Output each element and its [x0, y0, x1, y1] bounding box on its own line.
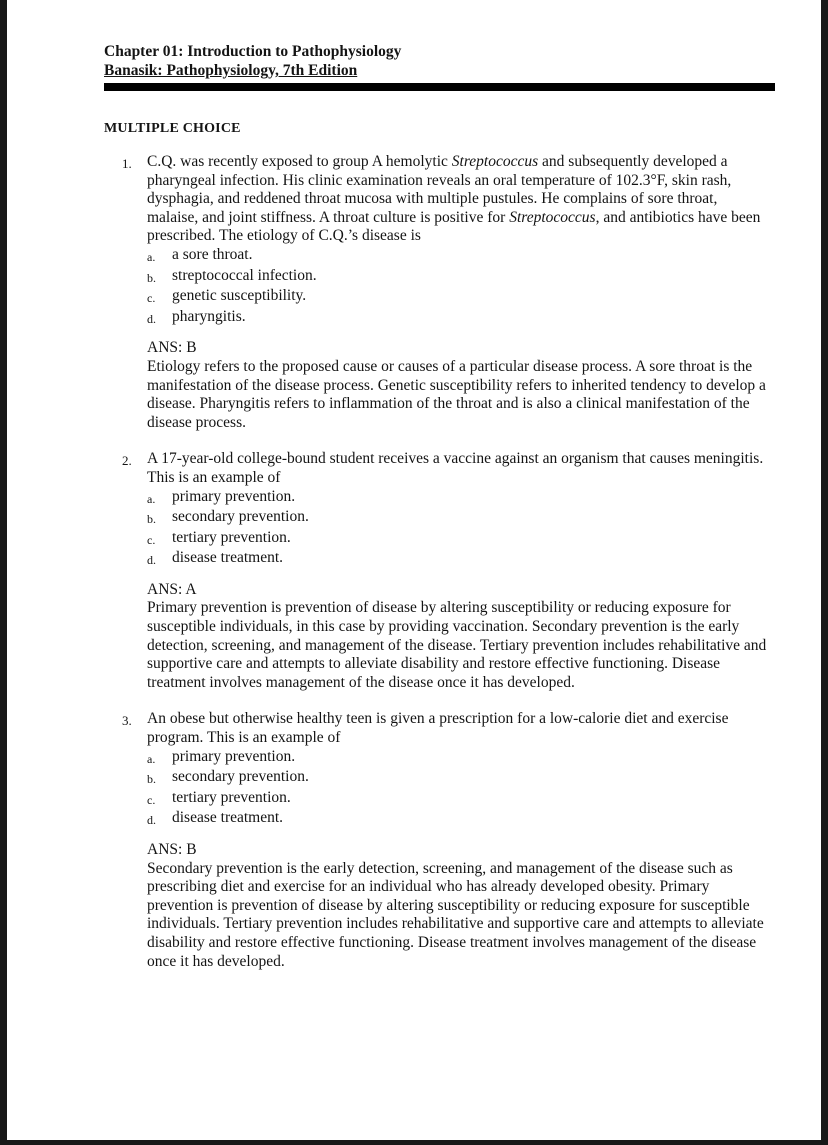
answer-rationale: Secondary prevention is the early detection, screening, and management of the disease such as prescribing diet and exercise for an individual who has already developed obesity. Primary prevention is prevention of disease by altering susceptibility or reducing exposure for susceptible individuals. Tertiary prevention includes rehabilitative and supportive care and attempts to alleviate disability and restore effective functioning. Disease treatment involves management of the disease once it has developed. [147, 859, 764, 970]
option-text: streptococcal infection. [172, 266, 317, 284]
stem-text-segment: and subsequently developed a pharyngeal infection. His clinic examination reveals an oral temperature of 102.3°F, skin rash, dysphagia, and reddened throat mucosa with multiple pustules. He complains of sore throat, malaise, and joint stiffness. A throat culture is positive for [147, 153, 732, 226]
option-letter: b. [147, 512, 156, 527]
option-list [147, 748, 770, 830]
answer-rationale: Primary prevention is prevention of disease by altering susceptibility or reducing exposure for susceptible individuals, in this case by providing vaccination. Secondary prevention is the early detection, screening, and management of the disease. Tertiary prevention includes rehabilitative and supportive care and attempts to alleviate disability and restore effective functioning. Disease treatment involves management of the disease once it has developed. [147, 599, 767, 691]
option-list [147, 488, 770, 570]
stem-text-segment: A 17-year-old college-bound student receives a vaccine against an organism that causes meningitis. This is an example of [147, 450, 764, 486]
answer-option [147, 508, 770, 529]
document-header [104, 42, 775, 91]
option-text: disease treatment. [172, 809, 284, 827]
option-letter: d. [147, 813, 156, 828]
option-text: secondary prevention. [172, 768, 309, 786]
question-number: 1. [122, 156, 132, 171]
option-text: disease treatment. [172, 549, 284, 567]
answer-option [147, 768, 770, 789]
question-body [147, 153, 770, 432]
answer-label: ANS: B [147, 841, 197, 858]
section-heading: MULTIPLE CHOICE [104, 121, 241, 136]
answer-option [147, 308, 770, 329]
option-text: a sore throat. [172, 245, 253, 263]
stem-italic-segment: Streptococcus [451, 153, 539, 170]
question-item [104, 710, 775, 971]
answer-option [147, 748, 770, 769]
question-number: 2. [122, 453, 132, 469]
question-stem [147, 153, 770, 246]
option-text: primary prevention. [172, 487, 296, 505]
answer-option [147, 789, 770, 810]
option-text: genetic susceptibility. [172, 287, 307, 305]
option-text: secondary prevention. [172, 508, 309, 526]
option-letter: d. [147, 553, 156, 568]
question-item [104, 153, 775, 432]
option-text: primary prevention. [172, 747, 296, 765]
option-letter: d. [147, 311, 156, 326]
chapter-title: Chapter 01: Introduction to Pathophysiology [104, 43, 402, 60]
question-item [104, 450, 775, 692]
stem-italic-segment: Streptococcus [509, 208, 596, 226]
option-letter: a. [147, 751, 156, 766]
document-page [7, 0, 821, 1140]
header-rule [104, 83, 775, 91]
option-text: tertiary prevention. [172, 788, 291, 806]
question-stem [147, 710, 770, 747]
option-list [147, 246, 770, 328]
book-title: Banasik: Pathophysiology, 7th Edition [104, 62, 358, 79]
stem-text-segment: An obese but otherwise healthy teen is given a prescription for a low-calorie diet and exercise program. This is an example of [147, 710, 729, 747]
stem-text-segment: C.Q. was recently exposed to group A hemolytic [147, 153, 452, 170]
answer-option [147, 287, 770, 308]
option-letter: c. [147, 291, 156, 306]
answer-option [147, 529, 770, 550]
answer-option [147, 267, 770, 288]
question-stem [147, 450, 770, 487]
answer-rationale: Etiology refers to the proposed cause or causes of a particular disease process. A sore throat is the manifestation of the disease process. Genetic susceptibility refers to inherited tendency to develop a disease. Pharyngitis refers to inflammation of the throat and is also a clinical manifestation of the disease process. [147, 357, 766, 431]
answer-option [147, 246, 770, 267]
question-number: 3. [122, 713, 132, 729]
answer-label: ANS: B [147, 339, 197, 357]
option-letter: a. [147, 491, 156, 506]
answer-option [147, 549, 770, 570]
option-letter: b. [147, 270, 156, 285]
answer-option [147, 488, 770, 509]
stem-text-segment: , and antibiotics have been prescribed. The etiology of C.Q.’s disease is [147, 208, 761, 245]
option-letter: a. [147, 249, 156, 264]
answer-option [147, 809, 770, 830]
question-list [104, 153, 775, 971]
option-letter: c. [147, 792, 156, 807]
answer-label: ANS: A [147, 580, 197, 598]
option-letter: c. [147, 532, 156, 547]
question-body [147, 710, 770, 971]
option-text: tertiary prevention. [172, 528, 291, 546]
question-body [147, 450, 770, 692]
option-text: pharyngitis. [172, 307, 246, 325]
page-content [7, 0, 821, 971]
option-letter: b. [147, 772, 156, 787]
